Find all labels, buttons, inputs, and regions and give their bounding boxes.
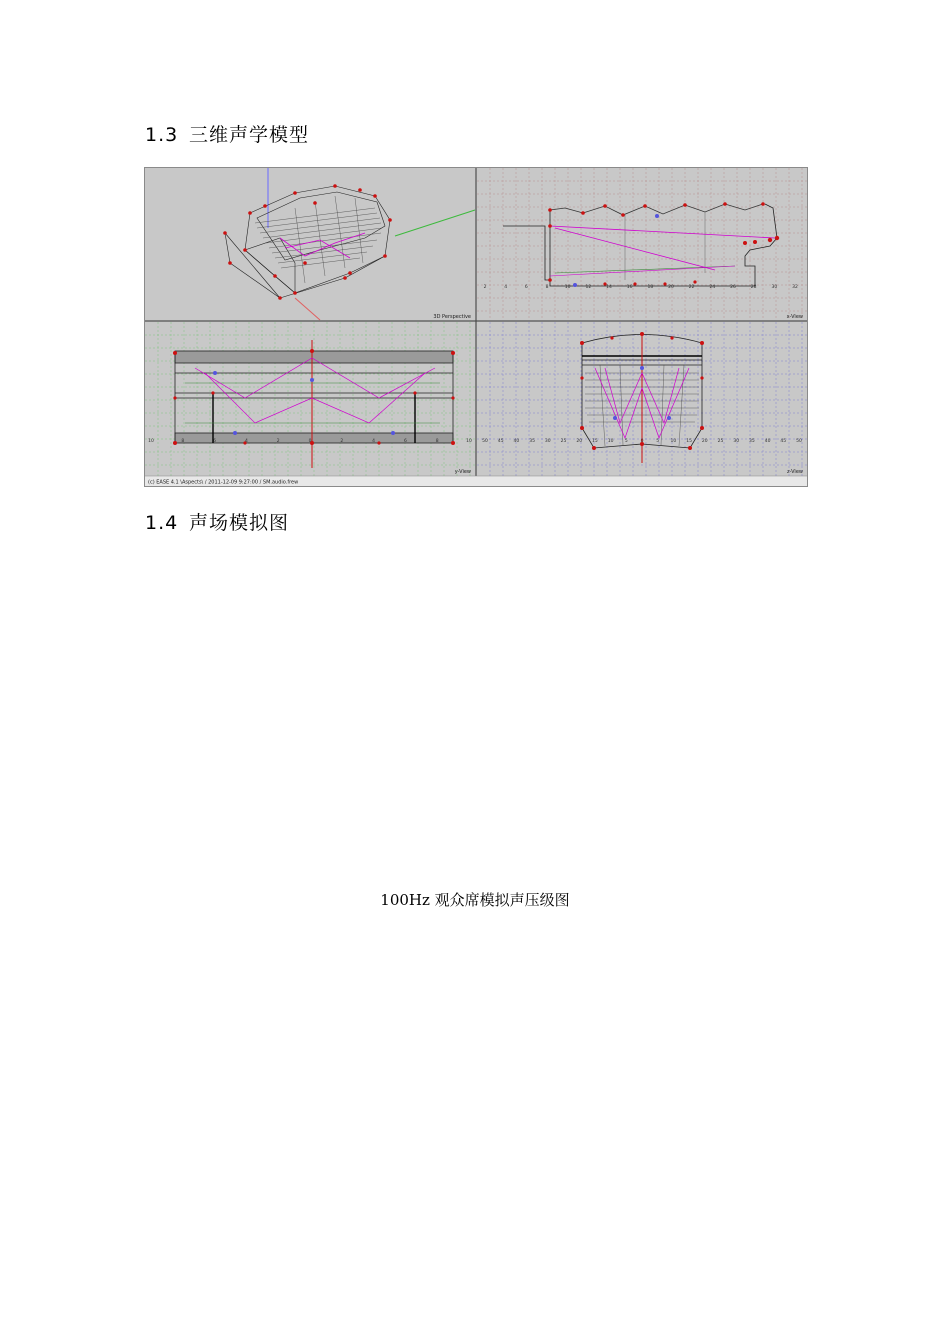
tick-label: 6: [213, 439, 217, 444]
tick-label: 4: [372, 439, 376, 444]
tick-label: 12: [585, 285, 592, 290]
figure-caption: 100Hz 观众席模拟声压级图: [380, 891, 570, 909]
section-title: 三维声学模型: [189, 124, 310, 146]
panel-x-view: [477, 168, 807, 320]
tick-label: 50: [796, 439, 802, 444]
tick-label: 8: [435, 439, 439, 444]
status-bar-text: (c) EASE 4.1 \Aspects\ / 2011-12-09 9:27:00 / SM.audio.frew: [148, 479, 299, 486]
tick-label: 25: [717, 439, 724, 444]
tick-label: 50: [482, 439, 488, 444]
tick-label: 26: [730, 285, 736, 290]
z-view-ticks: [482, 438, 802, 444]
tick-label: 10: [148, 439, 154, 444]
tick-label: 16: [626, 285, 633, 290]
tick-label: 35: [749, 439, 755, 444]
tick-label: 8: [181, 439, 185, 444]
panel-3d-perspective: [145, 168, 475, 320]
section-heading-1-4: [145, 508, 289, 535]
tick-label: 40: [764, 439, 771, 444]
tick-label: 6: [403, 439, 407, 444]
y-view-label: y-View: [454, 469, 471, 475]
tick-label: 10: [466, 439, 472, 444]
tick-label: 5: [656, 439, 660, 444]
tick-label: 2: [483, 285, 487, 290]
tick-label: 2: [276, 439, 280, 444]
x-view-label: x-View: [786, 314, 803, 320]
tick-label: 28: [750, 285, 757, 290]
tick-label: 4: [504, 285, 508, 290]
tick-label: 30: [771, 285, 778, 290]
tick-label: 5: [624, 439, 628, 444]
tick-label: 20: [701, 439, 708, 444]
tick-label: 2: [340, 439, 344, 444]
tick-label: 15: [592, 439, 598, 444]
tick-label: 30: [733, 439, 740, 444]
z-view-label: z-View: [786, 469, 803, 475]
tick-label: 40: [513, 439, 520, 444]
tick-label: 45: [780, 439, 787, 444]
tick-label: 18: [647, 285, 654, 290]
tick-label: 10: [564, 285, 571, 290]
3d-perspective-label: 3D Perspective: [433, 314, 471, 320]
section-heading-1-3: [145, 120, 309, 147]
tick-label: 10: [607, 439, 614, 444]
tick-label: 14: [606, 285, 612, 290]
tick-label: 22: [688, 285, 695, 290]
tick-label: 4: [244, 439, 248, 444]
section-number: 1.3: [145, 124, 179, 146]
section-number: 1.4: [145, 512, 179, 534]
tick-label: 20: [668, 285, 674, 290]
tick-label: 0: [640, 439, 644, 444]
tick-label: 30: [544, 439, 551, 444]
tick-label: 0: [308, 439, 312, 444]
tick-label: 32: [792, 285, 798, 290]
tick-label: 25: [560, 439, 567, 444]
section-title: 声场模拟图: [189, 512, 290, 534]
acoustic-model-figure: [144, 167, 808, 487]
tick-label: 15: [686, 439, 692, 444]
tick-label: 10: [670, 439, 677, 444]
tick-label: 6: [524, 285, 528, 290]
tick-label: 45: [497, 439, 504, 444]
tick-label: 24: [709, 285, 716, 290]
tick-label: 20: [576, 439, 583, 444]
tick-label: 35: [529, 439, 535, 444]
tick-label: 8: [545, 285, 549, 290]
